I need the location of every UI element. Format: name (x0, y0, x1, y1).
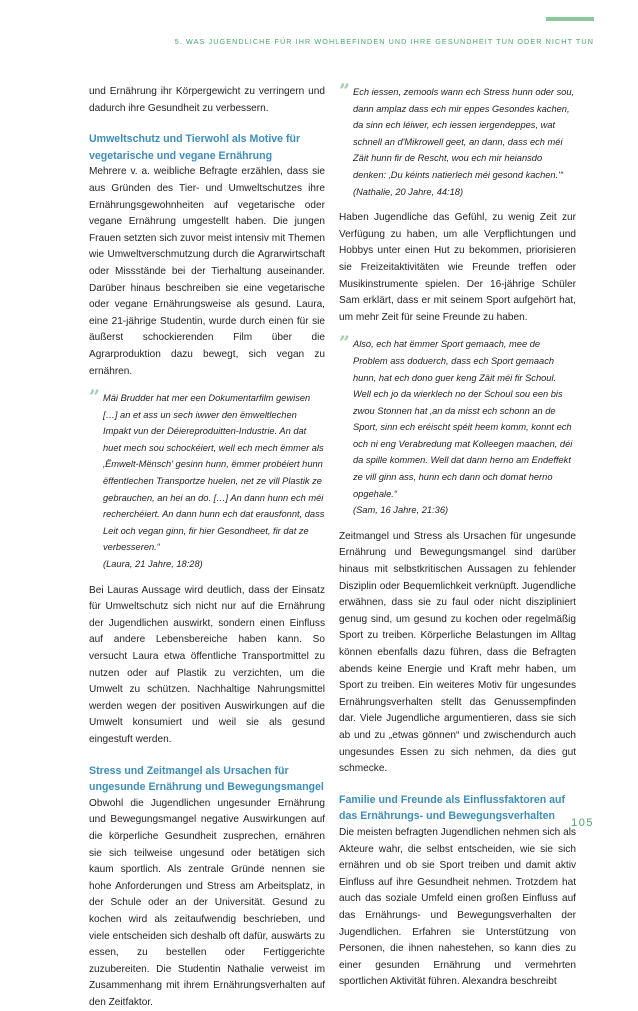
quote-mark-icon: ” (339, 332, 350, 355)
quote-mark-icon: ” (89, 386, 100, 409)
paragraph-time-priorities: Haben Jugendliche das Gefühl, zu wenig Zeit zur Verfügung zu haben, um alle Verpflichtungen und Hobbys unter einen Hut zu bekommen, priorisieren sie Freizeitaktivitäten wie Freunde treffen oder Musikinstrumente spielen. Der 16-jährige Schüler Sam erklärt, dass er mit seinem Sport aufgehört hat, um mehr Zeit für seine Freunde zu haben. (339, 212, 576, 323)
paragraph-discipline: Zeitmangel und Stress als Ursachen für ungesunde Ernährung und Bewegungsmangel sind darüber hinaus mit selbstkritischen Aussagen zu fehlender Disziplin oder Bequemlichkeit verknüpft. Jugendliche erwähnen, dass sie zu faul oder nicht diszipliniert genug sind, um gesund zu kochen oder regelmäßig Sport zu treiben. Körperliche Belastungen im Alltag können ebenfalls dazu führen, dass die Befragten abends keine Energie und Kraft mehr haben, um Sport zu treiben. Ein weiteres Motiv für ungesundes Ernährungsverhalten stellt das Genussempfinden dar. Viele Jugendliche argumentieren, dass sie sich ab und zu „etwas gönnen“ und zwischendurch auch ungesundes Essen zu sich nehmen, da dies gut schmecke. (339, 530, 576, 775)
quote-laura (89, 386, 325, 573)
running-header: 5. WAS JUGENDLICHE FÜR IHR WOHLBEFINDEN UND IHRE GESUNDHEIT TUN ODER NICHT TUN (174, 37, 594, 46)
left-column (89, 84, 325, 1011)
quote-sam (339, 332, 576, 519)
paragraph-umweltschutz: Mehrere v. a. weibliche Befragte erzählen, dass sie aus Gründen des Tier- und Umweltschutzes ihre Ernährungsgewohnheiten auf vegetarische oder vegane Ernährung umgestellt haben. Die jungen Frauen setzten sich zuvor meist intensiv mit Themen wie Umweltverschmutzung durch die Agrarwirtschaft oder Missstände bei der Tierhaltung auseinander. Darüber hinaus beschreiben sie eine vegetarische oder vegane Ernährungsweise als gesund. Laura, eine 21-jährige Studentin, wurde durch einen für sie äußerst schockierenden Film über die Agrarproduktion dazu bewegt, sich vegan zu ernähren. (89, 166, 325, 377)
quote-text: Ech iessen, zemools wann ech Stress hunn oder sou, dann amplaz dass ech mir eppes Gesondes kachen, da sinn ech léiwer, ech iessen iergendeppes, wat schnell an d'Mikrowell geet, an dann, dass ech méi Zäit hunn fir de Rescht, wou ech mir heiansdo denken: ‚Du kéints natierlech méi gesond kachen.'“ (353, 87, 575, 180)
quote-text: Also, ech hat ëmmer Sport gemaach, mee de Problem ass doduerch, dass ech Sport gemaach hunn, hat ech dono guer keng Zäit méi fir Schoul. Well ech jo da wierklech no der Schoul sou een bis zwou Stonnen hat ‚an da misst ech schonn an de Sport, sinn ech eréischt spéit heem komm, konnt ech och ni eng Verabredung mat Kolleegen maachen, déi da spille kommen. Well dat dann herno am Endeffekt ze vill ginn ass, hunn ech dann och domat herno opgehale.“ (353, 339, 573, 499)
paragraph-laura-analysis: Bei Lauras Aussage wird deutlich, dass der Einsatz für Umweltschutz sich nicht nur auf die Ernährung der Jugendlichen auswirkt, sondern einen Einfluss auf andere Lebensbereiche haben kann. So versucht Laura etwa öffentliche Transportmittel zu nutzen oder auf Plastik zu verzichten, um die Umwelt zu schützen. Nachhaltige Nahrungsmittel werden wegen der positiven Auswirkungen auf die Umwelt konsumiert und weil sie als gesund eingestuft werden. (89, 584, 325, 745)
section-heading-stress: Stress und Zeitmangel als Ursachen für ungesunde Ernährung und Bewegungsmangel (89, 764, 324, 794)
paragraph-intro: und Ernährung ihr Körpergewicht zu verringern und dadurch ihre Gesundheit zu verbessern. (89, 86, 325, 114)
quote-text: Mäi Brudder hat mer een Dokumentarfilm gewisen […] an et ass un sech iwwer den ëmweltlechen Impakt vun der Déiereproduitten-Industrie. An dat huet mech sou schockéiert, well ech mech ëmmer als ‚Ëmwelt-Mënsch' gesinn hunn, ëmmer probéiert hunn ëffentlechen Transportze huelen, net ze vill Plastik ze gebrauchen, an hei an do. […] An dann hunn ech méi recherchéiert. An dann hunn ech dat erausfonnt, dass Leit och vegan ginn, fir hier Gesondheet, fir dat ze verbesseren.“ (103, 393, 325, 553)
paragraph-familie: Die meisten befragten Jugendlichen nehmen sich als Akteure wahr, die selbst entscheiden, wie sie sich ernähren und ob sie Sport treiben und damit aktiv Einfluss auf ihre Gesundheit nehmen. Trotzdem hat auch das soziale Umfeld einen großen Einfluss auf das Ernährungs- und Bewegungsverhalten der Jugendlichen. Erfahren sie Unterstützung von Personen, die ihnen nahestehen, so kann dies zu einer gesunden Ernährung und vermehrten sportlichen Aktivität führen. Alexandra beschreibt (339, 826, 576, 988)
quote-mark-icon: ” (339, 80, 350, 102)
quote-source: (Sam, 16 Jahre, 21:36) (353, 505, 449, 516)
page-number: 105 (571, 817, 594, 829)
section-heading-umweltschutz: Umweltschutz und Tierwohl als Motive für vegetarische und vegane Ernährung (89, 133, 301, 162)
quote-nathalie (339, 80, 576, 200)
top-accent-rule (546, 17, 594, 21)
right-column (339, 80, 576, 991)
section-heading-familie: Familie und Freunde als Einflussfaktoren auf das Ernährungs- und Bewegungsverhalten (339, 793, 566, 823)
paragraph-stress: Obwohl die Jugendlichen ungesunder Ernährung und Bewegungsmangel negative Auswirkungen auf die körperliche Gesundheit zusprechen, ernähren sie sich teilweise ungesund oder betätigen sich kaum sportlich. Als zentrale Gründe nennen sie hohe Anforderungen und Stress am Arbeitsplatz, in der Schule oder an der Universität. Gesund zu kochen wird als zeitaufwendig beschrieben, und viele entscheiden sich deshalb oft dafür, auswärts zu essen, zu bestellen oder Fertiggerichte zuzubereiten. Die Studentin Nathalie verweist im Zusammenhang mit ihrem Ernährungsverhalten auf den Zeitfaktor. (89, 797, 325, 1008)
quote-source: (Nathalie, 20 Jahre, 44:18) (353, 186, 464, 197)
quote-source: (Laura, 21 Jahre, 18:28) (103, 559, 203, 570)
